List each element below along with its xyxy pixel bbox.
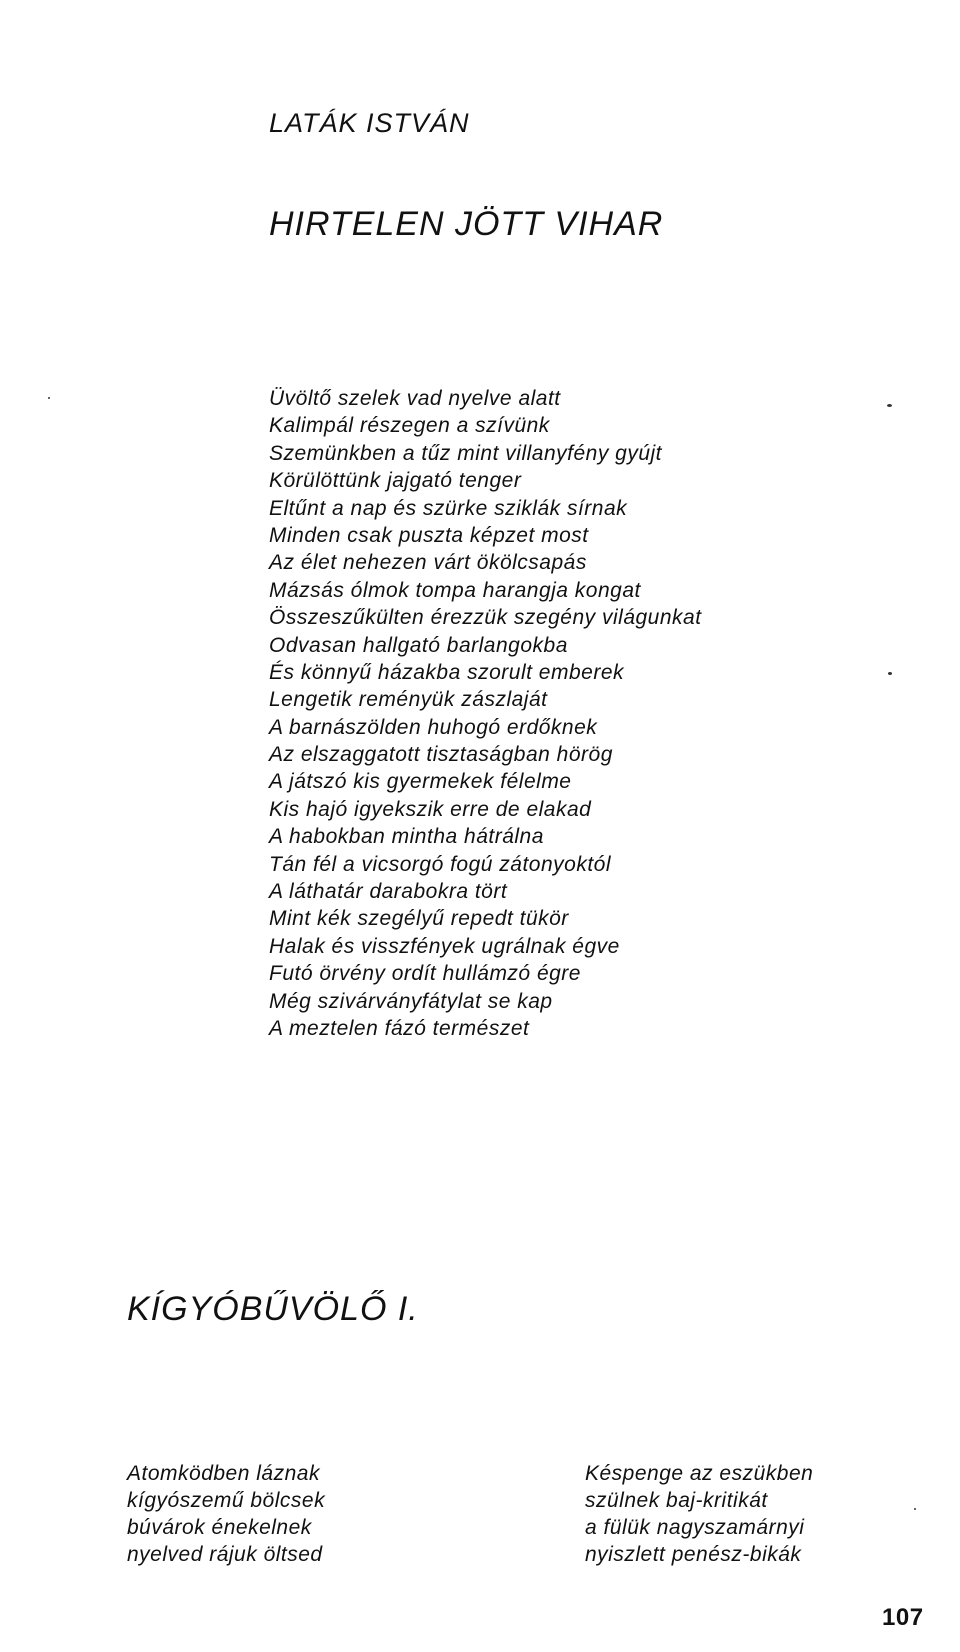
poem-line: És könnyű házakba szorult emberek xyxy=(269,660,625,684)
author-name: LATÁK ISTVÁN xyxy=(269,108,470,138)
poem-line: Mázsás ólmok tompa harangja kongat xyxy=(269,578,641,602)
poem-line: Minden csak puszta képzet most xyxy=(269,523,589,547)
poem-line: Az elszaggatott tisztaságban hörög xyxy=(269,743,613,767)
poem-line: Eltűnt a nap és szürke sziklák sírnak xyxy=(269,496,628,520)
poem-title: HIRTELEN JÖTT VIHAR xyxy=(269,205,664,243)
poem-line: A játszó kis gyermekek félelme xyxy=(269,770,572,794)
stanza-line: szülnek baj-kritikát xyxy=(585,1489,768,1512)
poem-line: Szemünkben a tűz mint villanyfény gyújt xyxy=(269,441,663,465)
stanza-line: Késpenge az eszükben xyxy=(585,1462,814,1485)
scan-speck xyxy=(914,1508,916,1510)
second-poem-title: KÍGYÓBŰVÖLŐ I. xyxy=(127,1290,419,1328)
poem-line: Futó örvény ordít hullámzó égre xyxy=(269,962,581,986)
poem-line: Mint kék szegélyű repedt tükör xyxy=(269,907,569,931)
poem-line: Kis hajó igyekszik erre de elakad xyxy=(269,797,592,821)
poem-line: Az élet nehezen várt ökölcsapás xyxy=(269,551,587,575)
poem-line: Halak és visszfények ugrálnak égve xyxy=(269,934,620,958)
right-stanza xyxy=(585,1460,813,1568)
poem-line: Tán fél a vicsorgó fogú zátonyoktól xyxy=(269,852,612,876)
poem-line: A meztelen fázó természet xyxy=(269,1016,530,1040)
stanza-line: kígyószemű bölcsek xyxy=(127,1489,326,1512)
poem-body xyxy=(269,385,702,1042)
stanza-line: nyiszlett penész-bikák xyxy=(585,1543,802,1566)
poem-line: Összeszűkülten érezzük szegény világunkat xyxy=(269,606,702,630)
left-stanza xyxy=(127,1460,325,1568)
stanza-line: búvárok énekelnek xyxy=(127,1516,312,1539)
poem-line: Még szivárványfátylat se kap xyxy=(269,989,553,1013)
page-number: 107 xyxy=(882,1604,924,1631)
stanza-line: Atomködben láznak xyxy=(127,1462,320,1485)
stanza-line: nyelved rájuk öltsed xyxy=(127,1543,323,1566)
poem-line: A habokban mintha hátrálna xyxy=(269,825,544,849)
scan-speck xyxy=(887,404,892,407)
poem-line: Lengetik reményük zászlaját xyxy=(269,688,548,712)
scan-speck xyxy=(48,397,50,399)
poem-line: Odvasan hallgató barlangokba xyxy=(269,633,568,657)
poem-line: A barnászölden huhogó erdőknek xyxy=(269,715,598,739)
poem-line: Üvöltő szelek vad nyelve alatt xyxy=(269,387,561,410)
scan-speck xyxy=(888,672,892,675)
stanza-line: a fülük nagyszamárnyi xyxy=(585,1516,805,1539)
poem-line: Kalimpál részegen a szívünk xyxy=(269,414,550,438)
poem-line: A láthatár darabokra tört xyxy=(269,880,508,904)
poem-line: Körülöttünk jajgató tenger xyxy=(269,469,522,493)
